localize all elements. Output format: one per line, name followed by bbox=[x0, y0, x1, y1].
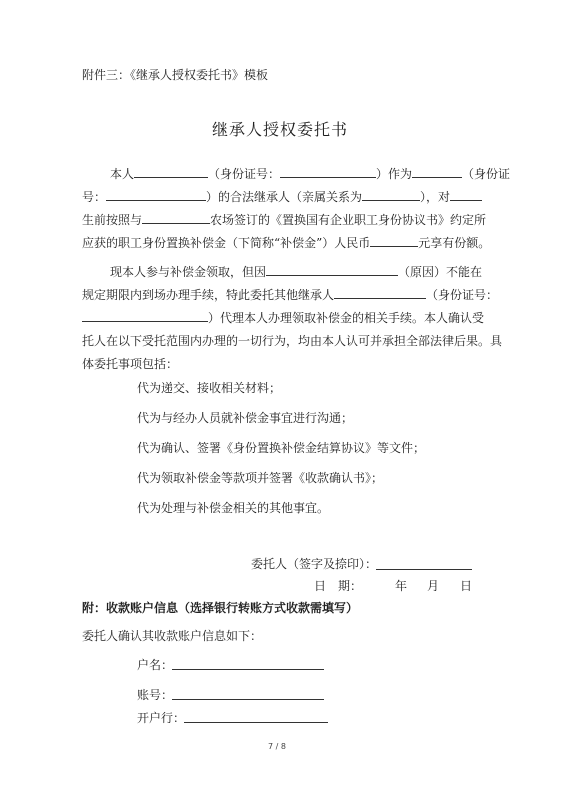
list-item: 代为与经办人员就补偿金事宜进行沟通； bbox=[137, 411, 354, 425]
text-segment: （身份证号： bbox=[426, 288, 499, 302]
date-month: 月 bbox=[427, 579, 440, 593]
text-segment: 现本人参与补偿金领取，但因 bbox=[110, 265, 267, 279]
text-segment: ）代理本人办理领取补偿金的相关手续。本人确认受 bbox=[208, 311, 485, 325]
signature-label: 委托人（签字及捺印）： bbox=[251, 557, 378, 571]
account-number-line[interactable] bbox=[172, 699, 324, 700]
account-name-line[interactable] bbox=[172, 669, 324, 670]
para1-line1 bbox=[110, 166, 510, 182]
text-segment: 应获的职工身份置换补偿金（下简称“补偿金”）人民币 bbox=[82, 236, 371, 250]
para1-line3 bbox=[82, 212, 486, 228]
para2-line1 bbox=[110, 264, 482, 280]
reason-blank[interactable] bbox=[266, 264, 398, 276]
account-number-label: 账号： bbox=[137, 688, 174, 702]
text-segment: ），对 bbox=[420, 190, 451, 204]
list-item: 代为处理与补偿金相关的其他事宜。 bbox=[137, 501, 330, 515]
name-blank[interactable] bbox=[134, 166, 208, 178]
account-name-label: 户名： bbox=[137, 658, 174, 672]
text-segment: 规定期限内到场办理手续，特此委托其他继承人 bbox=[82, 288, 335, 302]
target-blank[interactable] bbox=[450, 189, 482, 201]
appendix-heading: 附：收款账户信息（选择银行转账方式收款需填写） bbox=[82, 601, 359, 615]
date-label: 日 期： bbox=[314, 579, 363, 593]
page-number: 7 / 8 bbox=[268, 742, 286, 751]
agent-name-blank[interactable] bbox=[334, 287, 426, 299]
relationship-blank[interactable] bbox=[362, 189, 420, 201]
agent-id-blank[interactable] bbox=[82, 310, 208, 322]
amount-blank[interactable] bbox=[370, 235, 418, 247]
date-day: 日 bbox=[460, 579, 473, 593]
document-title: 继承人授权委托书 bbox=[212, 120, 349, 139]
text-segment: （身份证 bbox=[462, 167, 511, 181]
text-segment: 号： bbox=[82, 190, 107, 204]
text-segment: 元享有份额。 bbox=[418, 236, 491, 250]
para2-line4: 托人在以下受托范围内办理的一切行为，均由本人认可并承担全部法律后果。具 bbox=[82, 334, 503, 348]
text-segment: （身份证号： bbox=[208, 167, 281, 181]
appendix-intro: 委托人确认其收款账户信息如下： bbox=[82, 629, 263, 643]
text-segment: 本人 bbox=[110, 167, 135, 181]
bank-line[interactable] bbox=[184, 722, 328, 723]
text-segment: （原因）不能在 bbox=[398, 265, 483, 279]
farm-blank[interactable] bbox=[142, 212, 210, 224]
para2-line3 bbox=[82, 310, 484, 326]
text-segment: ）的合法继承人（亲属关系为 bbox=[206, 190, 363, 204]
para1-line4 bbox=[82, 235, 490, 251]
text-segment: ）作为 bbox=[376, 167, 413, 181]
id-number-blank[interactable] bbox=[280, 166, 376, 178]
text-segment: 生前按照与 bbox=[82, 213, 143, 227]
para2-line5: 体委托事项包括： bbox=[82, 357, 179, 371]
list-item: 代为确认、签署《身份置换补偿金结算协议》等文件； bbox=[137, 441, 426, 455]
deceased-name-blank[interactable] bbox=[412, 166, 462, 178]
text-segment: 农场签订的《置换国有企业职工身份协议书》约定所 bbox=[210, 213, 487, 227]
para1-line2 bbox=[82, 189, 482, 205]
deceased-id-blank[interactable] bbox=[106, 189, 206, 201]
date-year: 年 bbox=[395, 579, 408, 593]
attachment-label: 附件三：《继承人授权委托书》模板 bbox=[82, 68, 269, 82]
list-item: 代为领取补偿金等款项并签署《收款确认书》； bbox=[137, 471, 384, 485]
list-item: 代为递交、接收相关材料； bbox=[137, 381, 282, 395]
para2-line2 bbox=[82, 287, 498, 303]
signature-line[interactable] bbox=[376, 569, 472, 570]
bank-label: 开户行： bbox=[137, 711, 186, 725]
